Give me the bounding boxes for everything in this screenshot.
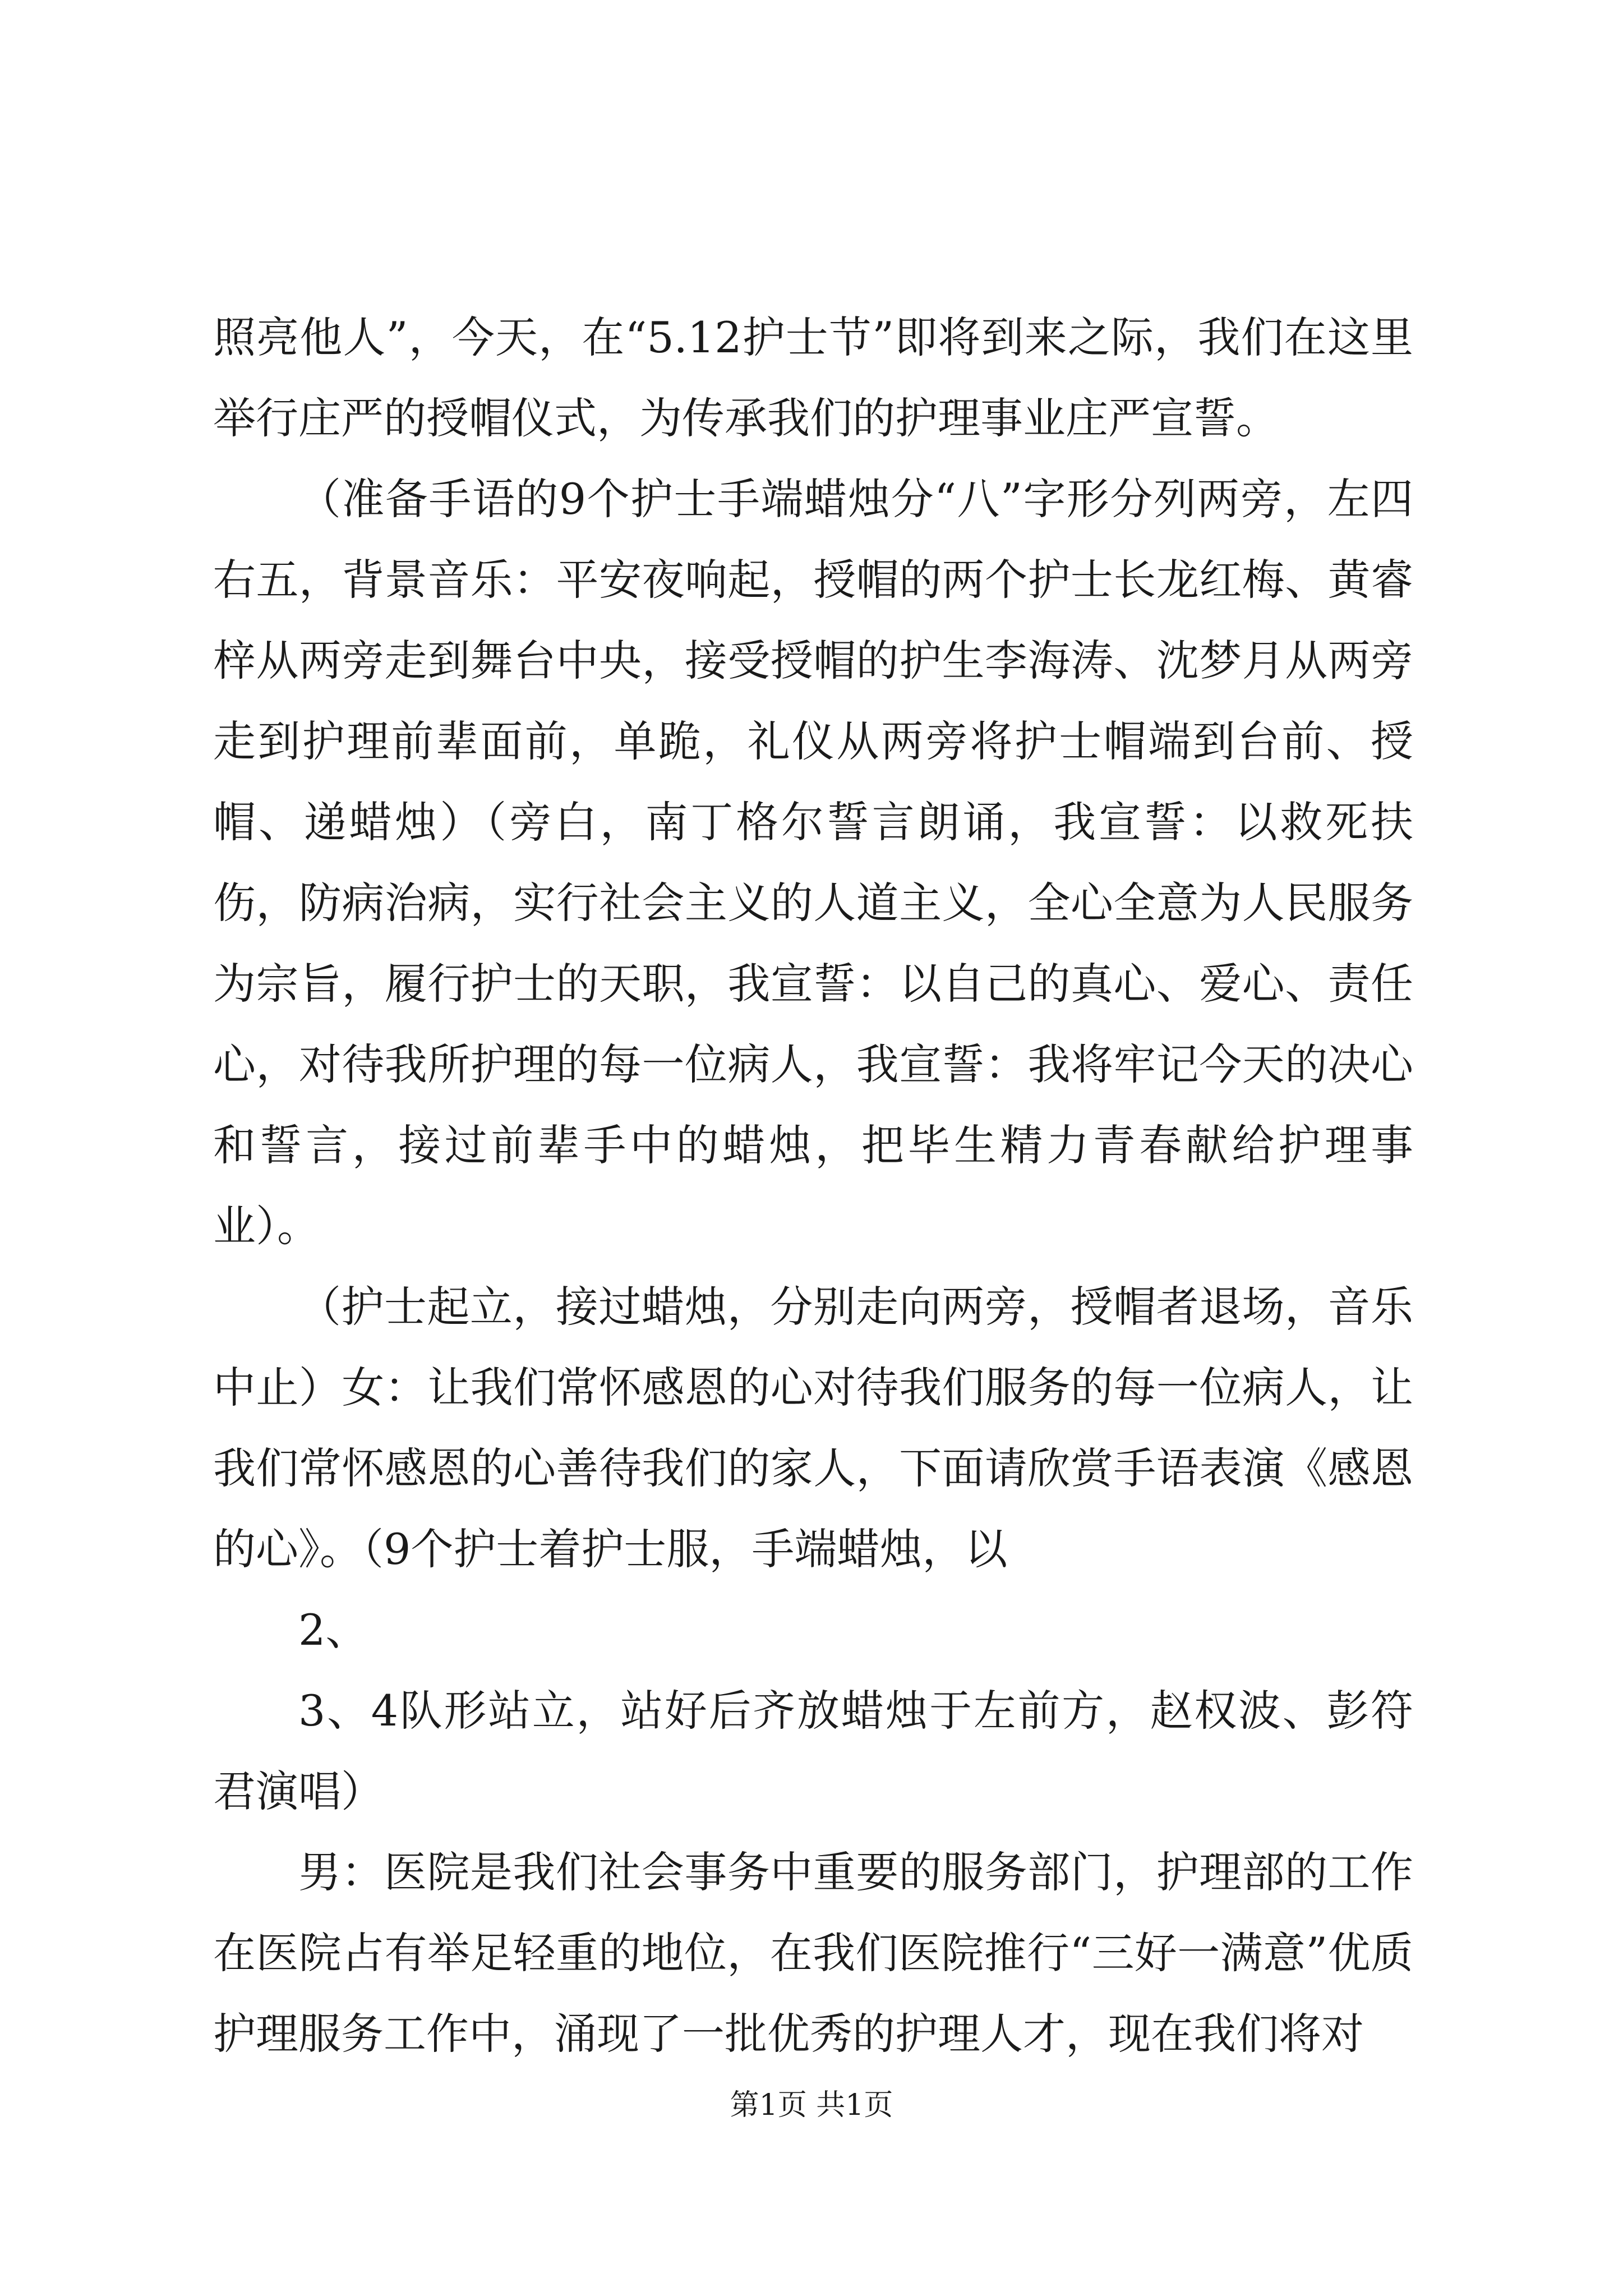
- paragraph-2: （准备手语的9个护士手端蜡烛分“八”字形分列两旁，左四右五，背景音乐：平安夜响起，授帽的两个护士长龙红梅、黄睿梓从两旁走到舞台中央，接受授帽的护生李海涛、沈梦月从两旁走到护理前辈面前，单跪，礼仪从两旁将护士帽端到台前、授帽、递蜡烛）（旁白，南丁格尔誓言朗诵，我宣誓：以救死扶伤，防病治病，实行社会主义的人道主义，全心全意为人民服务为宗旨，履行护士的天职，我宣誓：以自己的真心、爱心、责任心，对待我所护理的每一位病人，我宣誓：我将牢记今天的决心和誓言，接过前辈手中的蜡烛，把毕生精力青春献给护理事业）。: [213, 474, 1413, 1251]
- paragraph-3: （护士起立，接过蜡烛，分别走向两旁，授帽者退场，音乐中止）女：让我们常怀感恩的心对待我们服务的每一位病人，让我们常怀感恩的心善待我们的家人，下面请欣赏手语表演《感恩的心》。（9个护士着护士服，手端蜡烛，以: [213, 1282, 1413, 1574]
- paragraph-4: 2、: [298, 1605, 368, 1655]
- document-body: [213, 297, 1413, 2074]
- page-footer: 第1页 共1页: [730, 2088, 893, 2122]
- paragraph-6: 男：医院是我们社会事务中重要的服务部门，护理部的工作在医院占有举足轻重的地位，在我们医院推行“三好一满意”优质护理服务工作中，涌现了一批优秀的护理人才，现在我们将对: [213, 1847, 1413, 2059]
- paragraph-1: 照亮他人”，今天，在“5.12护士节”即将到来之际，我们在这里举行庄严的授帽仪式，为传承我们的护理事业庄严宣誓。: [213, 312, 1413, 443]
- paragraph-5: 3、4队形站立，站好后齐放蜡烛于左前方，赵权波、彭符君演唱）: [213, 1686, 1413, 1816]
